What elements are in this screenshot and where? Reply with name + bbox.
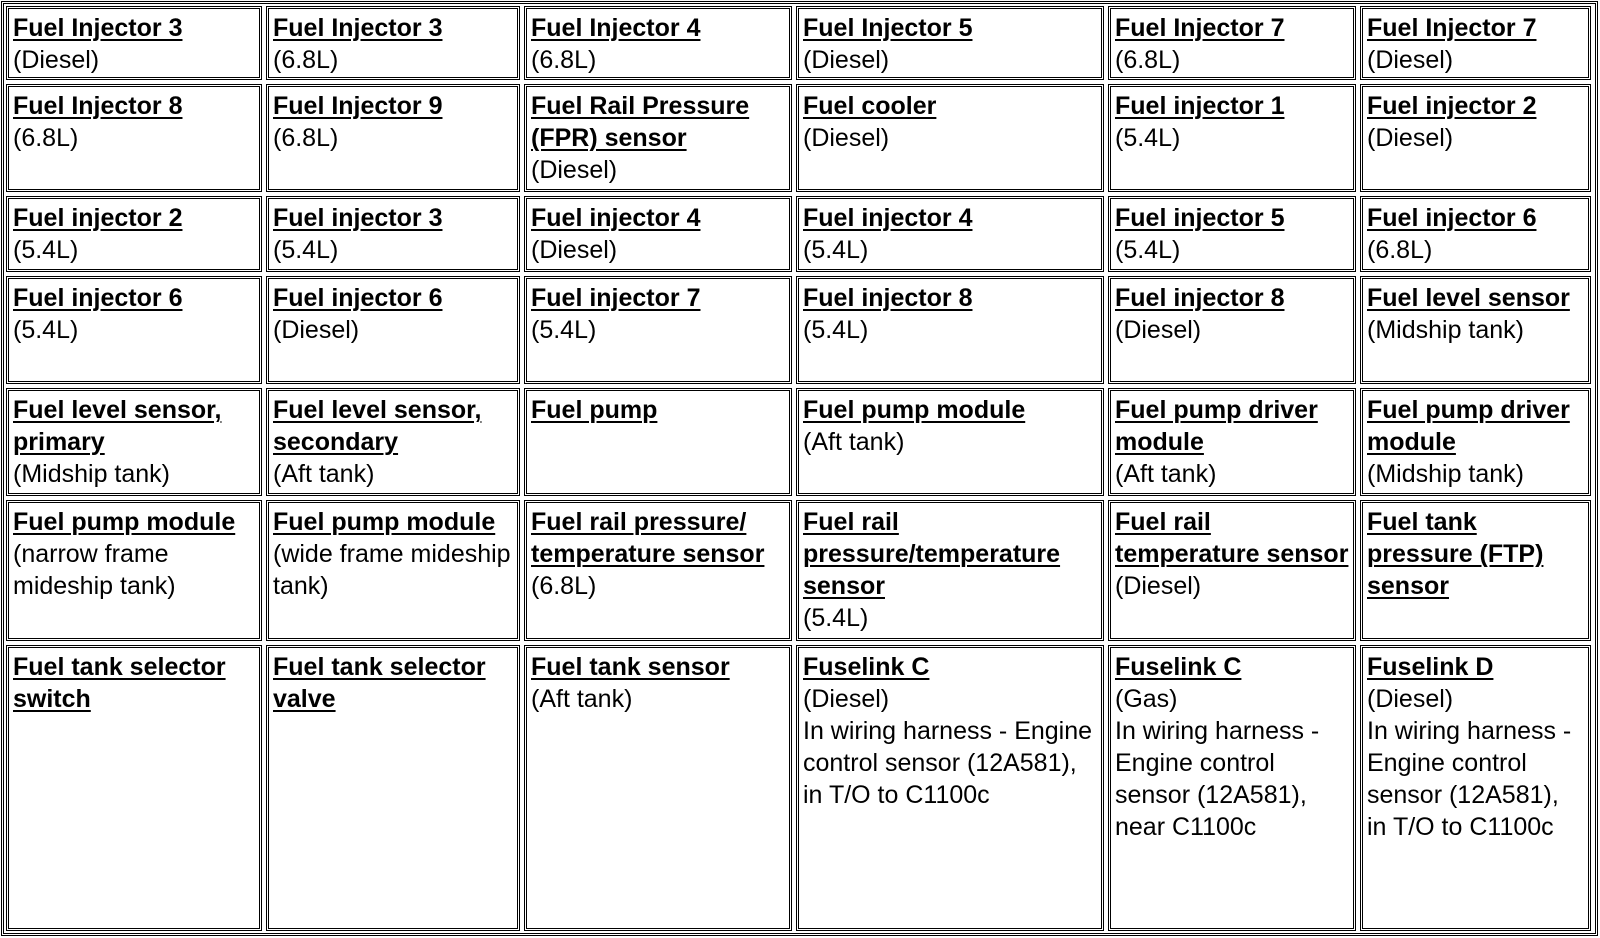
table-cell <box>266 84 520 192</box>
component-note: (Diesel) <box>803 46 890 74</box>
table-cell <box>1360 388 1591 496</box>
table-cell <box>266 6 520 80</box>
table-cell <box>796 84 1104 192</box>
component-link[interactable]: Fuel level sensor <box>1367 284 1570 312</box>
table-cell <box>1108 84 1356 192</box>
component-note: (Midship tank) <box>13 460 170 488</box>
component-note: (Diesel) <box>1367 46 1454 74</box>
component-link[interactable]: Fuselink D <box>1367 653 1494 681</box>
table-cell <box>1360 645 1591 931</box>
component-link[interactable]: Fuel level sensor, secondary <box>273 396 482 456</box>
component-link[interactable]: Fuel injector 7 <box>531 284 701 312</box>
table-cell <box>796 500 1104 641</box>
component-link[interactable]: Fuel injector 3 <box>273 204 443 232</box>
component-link[interactable]: Fuel Injector 3 <box>273 14 443 42</box>
component-note: (6.8L) <box>531 572 597 600</box>
component-location: In wiring harness - Engine control sensor (12A581), in T/O to C1100c <box>1367 717 1572 841</box>
component-note: (6.8L) <box>531 46 597 74</box>
component-link[interactable]: Fuselink C <box>1115 653 1242 681</box>
component-link[interactable]: Fuel injector 4 <box>803 204 973 232</box>
component-link[interactable]: Fuel Injector 7 <box>1115 14 1285 42</box>
table-cell <box>266 196 520 272</box>
table-cell <box>796 388 1104 496</box>
table-cell <box>796 645 1104 931</box>
component-link[interactable]: Fuel tank sensor <box>531 653 730 681</box>
table-cell <box>1360 276 1591 384</box>
component-note: (5.4L) <box>13 236 79 264</box>
component-link[interactable]: Fuel pump module <box>273 508 496 536</box>
component-link[interactable]: Fuel tank selector valve <box>273 653 486 713</box>
component-note: (Diesel) <box>1367 685 1454 713</box>
component-note: (5.4L) <box>13 316 79 344</box>
component-link[interactable]: Fuel injector 2 <box>13 204 183 232</box>
component-link[interactable]: Fuel Rail Pressure (FPR) sensor <box>531 92 750 152</box>
table-cell <box>1108 388 1356 496</box>
component-location: In wiring harness - Engine control sensor (12A581), in T/O to C1100c <box>803 717 1093 809</box>
component-note: (Aft tank) <box>531 685 633 713</box>
table-cell <box>796 276 1104 384</box>
component-note: (Aft tank) <box>273 460 375 488</box>
component-link[interactable]: Fuel injector 4 <box>531 204 701 232</box>
component-link[interactable]: Fuel Injector 4 <box>531 14 701 42</box>
component-link[interactable]: Fuel Injector 7 <box>1367 14 1537 42</box>
table-cell <box>1360 196 1591 272</box>
table-cell <box>1108 500 1356 641</box>
component-note: (Diesel) <box>803 685 890 713</box>
component-note: (6.8L) <box>273 46 339 74</box>
component-note: (Diesel) <box>273 316 360 344</box>
table-cell <box>524 276 792 384</box>
component-note: (narrow frame mideship tank) <box>13 540 176 600</box>
component-link[interactable]: Fuel pump <box>531 396 658 424</box>
component-link[interactable]: Fuel Injector 8 <box>13 92 183 120</box>
component-note: (6.8L) <box>1367 236 1433 264</box>
component-note: (Midship tank) <box>1367 460 1524 488</box>
component-note: (Diesel) <box>531 156 618 184</box>
table-cell <box>1108 276 1356 384</box>
component-note: (Diesel) <box>1115 572 1202 600</box>
component-link[interactable]: Fuel level sensor, primary <box>13 396 222 456</box>
table-cell <box>796 196 1104 272</box>
component-note: (5.4L) <box>1115 236 1181 264</box>
table-cell <box>6 388 262 496</box>
table-cell <box>266 276 520 384</box>
component-link[interactable]: Fuel injector 1 <box>1115 92 1285 120</box>
table-cell <box>1360 6 1591 80</box>
component-link[interactable]: Fuel pump driver module <box>1367 396 1570 456</box>
component-link[interactable]: Fuel rail temperature sensor <box>1115 508 1349 568</box>
component-location: In wiring harness - Engine control sensor (12A581), near C1100c <box>1115 717 1320 841</box>
component-note: (wide frame mideship tank) <box>273 540 511 600</box>
table-cell <box>1108 196 1356 272</box>
component-note: (5.4L) <box>273 236 339 264</box>
table-cell <box>524 196 792 272</box>
component-link[interactable]: Fuel injector 6 <box>13 284 183 312</box>
table-cell <box>524 84 792 192</box>
table-cell <box>524 388 792 496</box>
component-note: (Diesel) <box>13 46 100 74</box>
component-note: (Diesel) <box>531 236 618 264</box>
component-link[interactable]: Fuel Injector 5 <box>803 14 973 42</box>
table-cell <box>1360 500 1591 641</box>
table-cell <box>6 6 262 80</box>
table-cell <box>524 645 792 931</box>
table-cell <box>6 645 262 931</box>
table-cell <box>524 500 792 641</box>
component-link[interactable]: Fuel injector 6 <box>1367 204 1537 232</box>
table-cell <box>6 276 262 384</box>
table-cell <box>6 196 262 272</box>
component-note: (Gas) <box>1115 685 1178 713</box>
component-note: (5.4L) <box>803 604 869 632</box>
component-link[interactable]: Fuel injector 2 <box>1367 92 1537 120</box>
component-link[interactable]: Fuel rail pressure/temperature sensor <box>803 508 1061 600</box>
component-link[interactable]: Fuel rail pressure/ temperature sensor <box>531 508 765 568</box>
component-link[interactable]: Fuel injector 8 <box>803 284 973 312</box>
component-link[interactable]: Fuel pump module <box>13 508 236 536</box>
component-note: (5.4L) <box>531 316 597 344</box>
component-note: (5.4L) <box>803 236 869 264</box>
component-link[interactable]: Fuel injector 8 <box>1115 284 1285 312</box>
component-link[interactable]: Fuselink C <box>803 653 930 681</box>
component-link[interactable]: Fuel cooler <box>803 92 937 120</box>
table-cell <box>524 6 792 80</box>
table-cell <box>6 500 262 641</box>
component-link[interactable]: Fuel pump driver module <box>1115 396 1318 456</box>
component-note: (Midship tank) <box>1367 316 1524 344</box>
component-note: (6.8L) <box>273 124 339 152</box>
table-cell <box>796 6 1104 80</box>
table-cell <box>266 645 520 931</box>
component-link[interactable]: Fuel tank selector switch <box>13 653 226 713</box>
component-note: (6.8L) <box>1115 46 1181 74</box>
component-note: (Aft tank) <box>803 428 905 456</box>
component-link[interactable]: Fuel tank pressure (FTP) sensor <box>1367 508 1544 600</box>
component-note: (5.4L) <box>803 316 869 344</box>
component-link[interactable]: Fuel Injector 9 <box>273 92 443 120</box>
component-note: (Aft tank) <box>1115 460 1217 488</box>
table-cell <box>1108 645 1356 931</box>
component-note: (Diesel) <box>1115 316 1202 344</box>
component-note: (Diesel) <box>1367 124 1454 152</box>
table-cell <box>6 84 262 192</box>
component-link[interactable]: Fuel pump module <box>803 396 1026 424</box>
component-link[interactable]: Fuel injector 5 <box>1115 204 1285 232</box>
table-cell <box>1360 84 1591 192</box>
table-cell <box>1108 6 1356 80</box>
component-link[interactable]: Fuel Injector 3 <box>13 14 183 42</box>
component-link[interactable]: Fuel injector 6 <box>273 284 443 312</box>
component-note: (5.4L) <box>1115 124 1181 152</box>
table-cell <box>266 388 520 496</box>
component-note: (6.8L) <box>13 124 79 152</box>
component-location-table <box>1 1 1598 936</box>
table-cell <box>266 500 520 641</box>
component-note: (Diesel) <box>803 124 890 152</box>
